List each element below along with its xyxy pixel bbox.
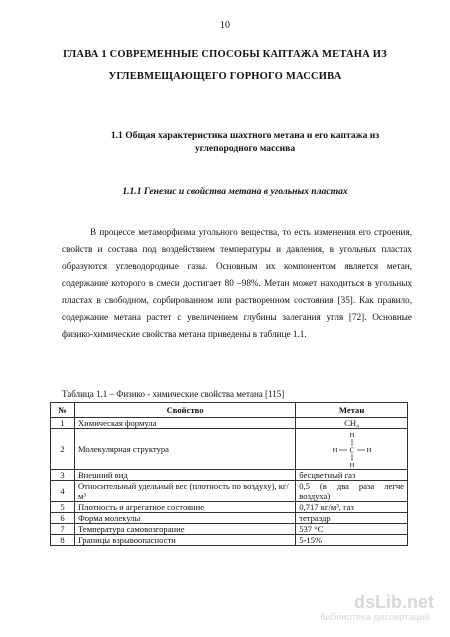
- section-title-line-1: 1.1 Общая характеристика шахтного метана и его каптажа из: [110, 130, 380, 141]
- row-property: Плотность и агрегатное состояние: [74, 502, 295, 513]
- watermark-tagline: библиотека диссертаций: [320, 612, 430, 623]
- row-property: Температура самовозгорание: [74, 524, 295, 535]
- table-row: [51, 481, 408, 502]
- watermark-logo: dsLib.net: [354, 592, 434, 612]
- methane-structure-diagram: [322, 429, 382, 469]
- table-row: [51, 470, 408, 481]
- atom-h-top: H: [349, 432, 354, 439]
- section-title-line-2: углепородного массива: [194, 143, 296, 154]
- atom-h-right: H: [366, 447, 371, 454]
- row-number: 2: [51, 429, 75, 470]
- row-value: 537 °C: [296, 524, 408, 535]
- header-property: Свойство: [74, 403, 295, 418]
- table-header-row: [51, 403, 408, 418]
- table-row: [51, 502, 408, 513]
- row-value: тетраэдр: [296, 513, 408, 524]
- row-number: 1: [51, 418, 75, 429]
- body-paragraph: В процессе метаморфизма угольного вещества, то есть изменения его строения, свойств и состава под воздействием температуры и давления, в угольных пластах образуются углеводородные газы. Основным их компонентом является метан, содержание которого в смеси достигает 80 –98%. Метан может находиться в угольных пластах в свободном, сорбированном или растворенном состояния [35]. Как правило, содержание метана растет с увеличением глубины залегания угля [72]. Основные физико-химические свойства метана приведены в таблице 1.1.: [62, 227, 412, 339]
- table-caption: Таблица 1.1 – Физико - химические свойства метана [115]: [62, 389, 285, 399]
- row-value: CH₄: [296, 418, 408, 429]
- header-number: №: [51, 403, 75, 418]
- table-row: [51, 418, 408, 429]
- row-number: 7: [51, 524, 75, 535]
- page-number: 10: [220, 20, 230, 31]
- subsection-title: 1.1.1 Генезис и свойства метана в угольных пластах: [122, 186, 348, 197]
- row-property: Химическая формула: [74, 418, 295, 429]
- row-value: 0,5 (в два раза легче воздуха): [296, 481, 408, 502]
- row-number: 6: [51, 513, 75, 524]
- row-number: 5: [51, 502, 75, 513]
- row-property: Внешний вид: [74, 470, 295, 481]
- row-property: Молекулярная структура: [74, 429, 295, 470]
- table-row: [51, 535, 408, 546]
- properties-table: [50, 402, 408, 546]
- atom-h-left: H: [332, 447, 337, 454]
- atom-h-bottom: H: [349, 462, 354, 469]
- atom-c: C: [349, 446, 354, 455]
- row-value: [296, 429, 408, 470]
- chapter-title: [60, 44, 390, 88]
- header-value: Метан: [296, 403, 408, 418]
- table-row: [51, 524, 408, 535]
- row-value: бесцветный газ: [296, 470, 408, 481]
- chapter-title-line-1: ГЛАВА 1 СОВРЕМЕННЫЕ СПОСОБЫ КАПТАЖА МЕТАНА ИЗ: [63, 49, 387, 60]
- row-number: 3: [51, 470, 75, 481]
- row-value: 5-15%: [296, 535, 408, 546]
- row-property: Относительный удельный вес (плотность по воздуху), кг/м³: [74, 481, 295, 502]
- row-number: 4: [51, 481, 75, 502]
- row-value: 0,717 кг/м³, газ: [296, 502, 408, 513]
- row-property: Границы взрывоопасности: [74, 535, 295, 546]
- section-title: [80, 129, 410, 155]
- row-number: 8: [51, 535, 75, 546]
- table-row: [51, 513, 408, 524]
- chapter-title-line-2: УГЛЕВМЕЩАЮЩЕГО ГОРНОГО МАССИВА: [108, 71, 342, 82]
- row-property: Форма молекулы: [74, 513, 295, 524]
- table-row: [51, 429, 408, 470]
